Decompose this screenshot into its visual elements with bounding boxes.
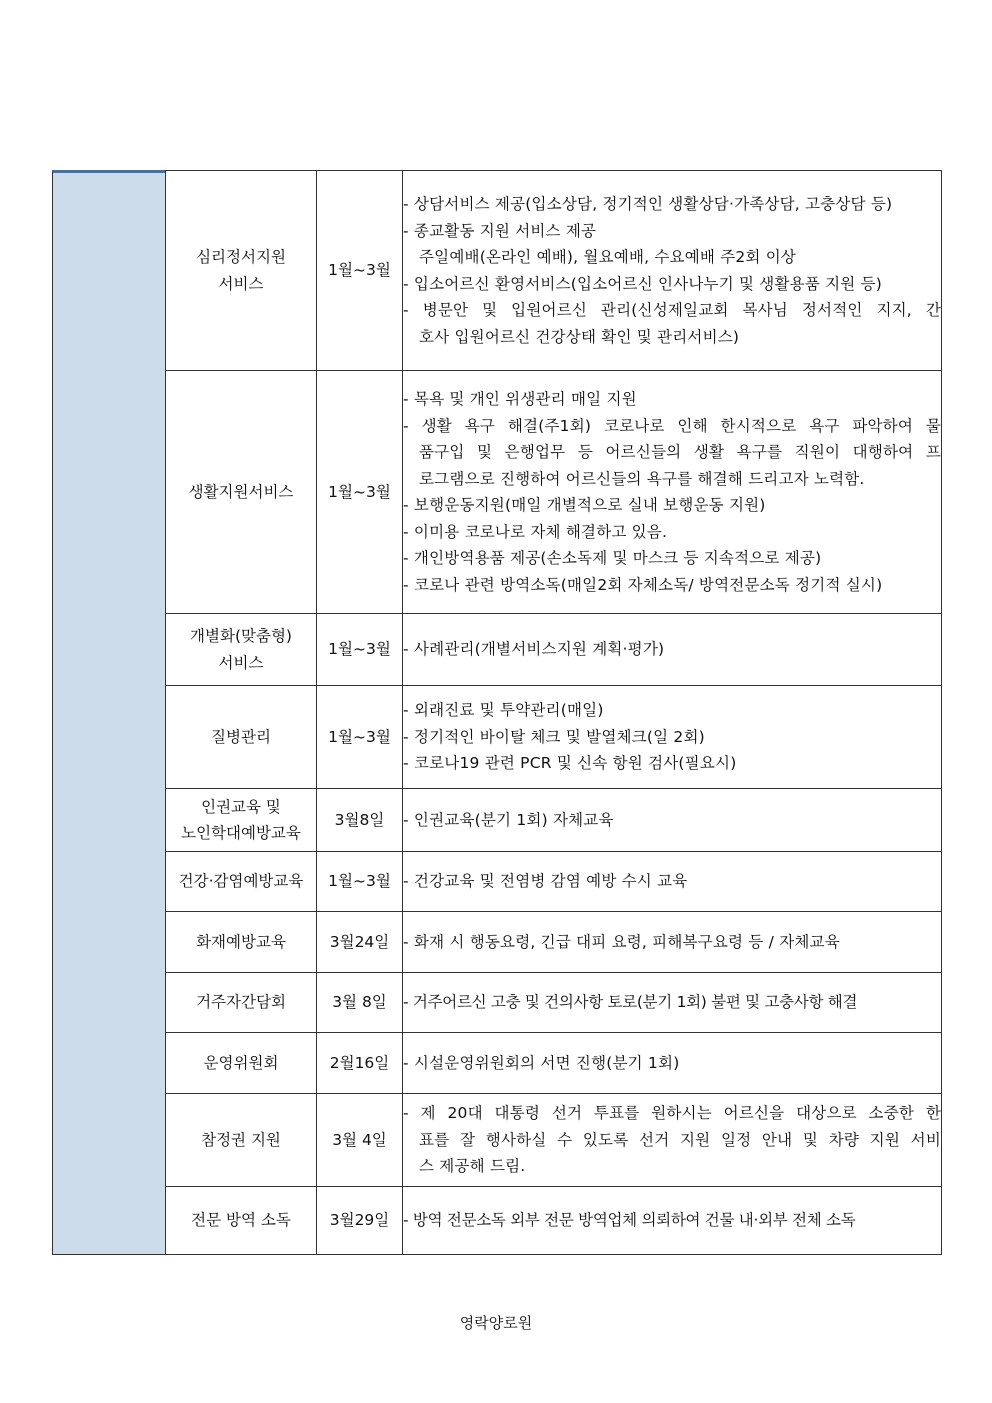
program-table bbox=[165, 170, 942, 1255]
program-name-cell bbox=[166, 614, 317, 686]
detail-line: - 상담서비스 제공(입소상담, 정기적인 생활상담·가족상담, 고충상담 등) bbox=[403, 195, 893, 213]
period-cell: 3월29일 bbox=[317, 1187, 403, 1255]
category-column bbox=[52, 170, 165, 1255]
detail-line: 표를 잘 행사하실 수 있도록 선거 지원 일정 안내 및 차량 지원 서비 bbox=[419, 1130, 941, 1149]
detail-line: - 입소어르신 환영서비스(입소어르신 인사나누기 및 생활용품 지원 등) bbox=[403, 274, 883, 293]
program-name: 생활지원서비스 bbox=[188, 482, 294, 501]
program-name: 노인학대예방교육 bbox=[181, 824, 301, 842]
detail-line: - 방역 전문소독 외부 전문 방역업체 의뢰하여 건물 내·외부 전체 소독 bbox=[403, 1211, 856, 1230]
program-name-cell bbox=[166, 1094, 317, 1187]
detail-line: - 코로나 관련 방역소독(매일2회 자체소독/ 방역전문소독 정기적 실시) bbox=[403, 575, 883, 594]
detail-line: - 개인방역용품 제공(손소독제 및 마스크 등 지속적으로 제공) bbox=[403, 549, 822, 567]
period-cell: 1월~3월 bbox=[317, 686, 403, 789]
program-name-cell bbox=[166, 371, 317, 614]
detail-cell bbox=[403, 1033, 942, 1094]
footer-organization-name: 영락양로원 bbox=[459, 1314, 533, 1332]
period-cell: 3월8일 bbox=[317, 789, 403, 852]
program-name: 서비스 bbox=[218, 274, 264, 293]
program-name: 개별화(맞춤형) bbox=[190, 627, 292, 645]
detail-line: - 생활 욕구 해결(주1회) 코로나로 인해 한시적으로 욕구 파악하여 물 bbox=[403, 416, 941, 435]
detail-cell bbox=[403, 1094, 942, 1187]
program-name: 거주자간담회 bbox=[196, 993, 286, 1012]
program-name: 심리정서지원 bbox=[196, 248, 286, 266]
table-row bbox=[166, 789, 942, 852]
detail-line: 주일예배(온라인 예배), 월요예배, 수요예배 주2회 이상 bbox=[419, 248, 797, 266]
detail-line: 품구입 및 은행업무 등 어르신들의 생활 욕구를 직원이 대행하여 프 bbox=[419, 443, 941, 461]
program-name: 운영위원회 bbox=[203, 1053, 279, 1072]
detail-line: - 사례관리(개별서비스지원 계획·평가) bbox=[403, 640, 665, 659]
table-row bbox=[166, 973, 942, 1033]
period-cell: 3월 4일 bbox=[317, 1094, 403, 1187]
table-row bbox=[166, 1033, 942, 1094]
detail-line: - 종교활동 지원 서비스 제공 bbox=[403, 221, 597, 240]
program-name: 전문 방역 소독 bbox=[191, 1211, 291, 1230]
detail-line: - 화재 시 행동요령, 긴급 대피 요령, 피해복구요령 등 / 자체교육 bbox=[403, 932, 840, 951]
program-name: 인권교육 및 bbox=[201, 797, 281, 816]
program-name: 질병관리 bbox=[211, 727, 271, 746]
detail-line: - 병문안 및 입원어르신 관리(신성제일교회 목사님 정서적인 지지, 간 bbox=[403, 301, 941, 319]
program-name-cell bbox=[166, 686, 317, 789]
program-name: 건강·감염예방교육 bbox=[178, 872, 304, 891]
detail-line: - 목욕 및 개인 위생관리 매일 지원 bbox=[403, 390, 637, 408]
table-row bbox=[166, 1094, 942, 1187]
period-cell: 3월24일 bbox=[317, 912, 403, 973]
detail-cell bbox=[403, 789, 942, 852]
detail-cell bbox=[403, 371, 942, 614]
detail-cell bbox=[403, 973, 942, 1033]
program-name-cell bbox=[166, 789, 317, 852]
table-row bbox=[166, 171, 942, 371]
program-name: 참정권 지원 bbox=[201, 1130, 281, 1149]
program-name-cell bbox=[166, 912, 317, 973]
detail-cell bbox=[403, 686, 942, 789]
detail-line: - 코로나19 관련 PCR 및 신속 항원 검사(필요시) bbox=[403, 754, 737, 773]
detail-cell bbox=[403, 614, 942, 686]
period-cell: 1월~3월 bbox=[317, 614, 403, 686]
program-name: 화재예방교육 bbox=[196, 932, 286, 951]
detail-line: - 정기적인 바이탈 체크 및 발열체크(일 2회) bbox=[403, 727, 705, 746]
detail-line: - 외래진료 및 투약관리(매일) bbox=[403, 701, 604, 720]
table-row bbox=[166, 912, 942, 973]
detail-cell bbox=[403, 912, 942, 973]
detail-line: - 거주어르신 고충 및 건의사항 토로(분기 1회) 불편 및 고충사항 해결 bbox=[403, 993, 858, 1012]
detail-line: - 인권교육(분기 1회) 자체교육 bbox=[403, 810, 614, 829]
detail-line: - 이미용 코로나로 자체 해결하고 있음. bbox=[403, 522, 668, 541]
table-row bbox=[166, 1187, 942, 1255]
detail-cell bbox=[403, 171, 942, 371]
table-row bbox=[166, 371, 942, 614]
table-row bbox=[166, 686, 942, 789]
program-name-cell bbox=[166, 1187, 317, 1255]
period-cell: 1월~3월 bbox=[317, 371, 403, 614]
detail-line: 스 제공해 드림. bbox=[419, 1157, 526, 1176]
detail-line: 호사 입원어르신 건강상태 확인 및 관리서비스) bbox=[419, 327, 740, 346]
period-cell: 1월~3월 bbox=[317, 171, 403, 371]
table-row bbox=[166, 614, 942, 686]
detail-line: - 제 20대 대통령 선거 투표를 원하시는 어르신을 대상으로 소중한 한 bbox=[403, 1104, 941, 1123]
detail-cell bbox=[403, 852, 942, 912]
program-name-cell bbox=[166, 1033, 317, 1094]
period-cell: 3월 8일 bbox=[317, 973, 403, 1033]
period-cell: 2월16일 bbox=[317, 1033, 403, 1094]
detail-line: - 보행운동지원(매일 개별적으로 실내 보행운동 지원) bbox=[403, 496, 766, 514]
detail-cell bbox=[403, 1187, 942, 1255]
program-name-cell bbox=[166, 973, 317, 1033]
detail-line: - 건강교육 및 전염병 감염 예방 수시 교육 bbox=[403, 872, 688, 891]
table-row bbox=[166, 852, 942, 912]
program-name-cell bbox=[166, 852, 317, 912]
period-cell: 1월~3월 bbox=[317, 852, 403, 912]
program-name: 서비스 bbox=[218, 653, 264, 672]
program-name-cell bbox=[166, 171, 317, 371]
detail-line: 로그램으로 진행하여 어르신들의 욕구를 해결해 드리고자 노력함. bbox=[419, 469, 865, 488]
detail-line: - 시설운영위원회의 서면 진행(분기 1회) bbox=[403, 1053, 680, 1072]
